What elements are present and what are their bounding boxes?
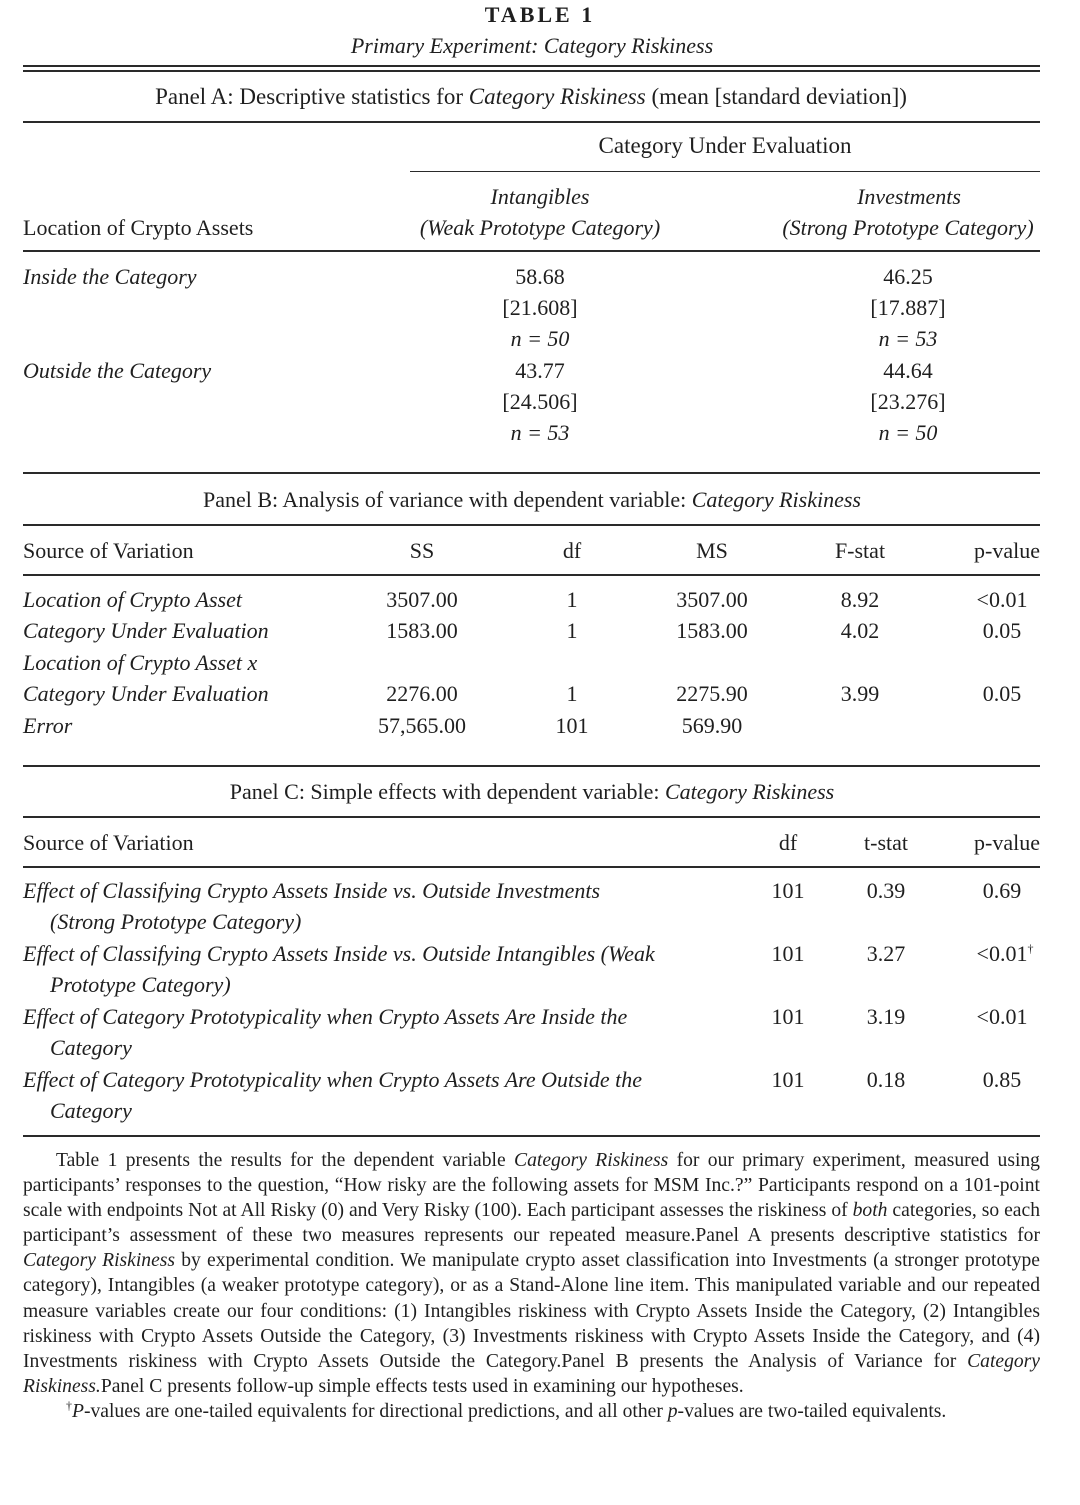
cell-n: n = 50 [510, 326, 570, 351]
table-bottom-rule [23, 1135, 1040, 1137]
cell-mean: 58.68 [515, 264, 565, 289]
table-row-label: Effect of Classifying Crypto Assets Inside vs. Outside Intangibles (Weak [23, 941, 655, 966]
table-row-label: Effect of Classifying Crypto Assets Inside vs. Outside Investments [23, 878, 601, 903]
table-caption: Primary Experiment: Category Riskiness [350, 33, 714, 58]
panel-b-header-source: Source of Variation [23, 538, 194, 563]
table-label: TABLE 1 [484, 2, 596, 27]
notes-paragraph: Table 1 presents the results for the dependent variable Category Riskiness for our primary experiment, measured using participants’ responses to the question, “How risky are the following assets for MSM Inc.?” Participants respond on a 101-point scale with endpoints Not at All Risky (0) and Very Risky (100). Each participant assesses the riskiness of both categories, so each participant’s assessment of these two measures represents our repeated measure.Panel A presents descriptive statistics for Category Riskiness by experimental condition. We manipulate crypto asset classification into Investments (a stronger prototype category), Intangibles (a weaker prototype category), or as a Stand-Alone line item. This manipulated variable and our repeated measure variables create our four conditions: (1) Intangibles riskiness with Crypto Assets Inside the Category, (2) Intangibles riskiness with Crypto Assets Outside the Category, (3) Investments riskiness with Crypto Assets Inside the Category, and (4) Investments riskiness with Crypto Assets Outside the Category.Panel B presents the Analysis of Variance for Category Riskiness.Panel C presents follow-up simple effects tests used in examining our hypotheses. [23, 1150, 1040, 1397]
cell-df: 101 [771, 1067, 805, 1092]
cell-df: 1 [566, 681, 578, 706]
row-header-location: Location of Crypto Assets [23, 215, 254, 240]
cell-n: n = 53 [510, 420, 570, 445]
cell-tstat: 0.39 [866, 878, 906, 903]
cell-sd: [23.276] [870, 389, 946, 414]
cell-df: 101 [771, 878, 805, 903]
cell-ss: 2276.00 [386, 681, 458, 706]
panel-b-header-ss: SS [409, 538, 435, 563]
panel-b-header-ms: MS [696, 538, 728, 563]
panel-b-title-rule [23, 524, 1040, 526]
cell-ms: 3507.00 [676, 587, 748, 612]
panel-b-header-pvalue: p-value [974, 538, 1040, 563]
cell-n: n = 50 [878, 420, 938, 445]
cell-pvalue: 0.69 [982, 878, 1022, 903]
table-row-label-cont: (Strong Prototype Category) [50, 909, 302, 934]
panel-a-header-rule [23, 250, 1040, 252]
cell-ss: 3507.00 [386, 587, 458, 612]
panel-c-header-rule [23, 866, 1040, 868]
cell-tstat: 0.18 [866, 1067, 906, 1092]
cell-pvalue: 0.85 [982, 1067, 1022, 1092]
cell-tstat: 3.27 [866, 941, 906, 966]
panel-b-header-df: df [562, 538, 582, 563]
panel-a-bottom-rule [23, 472, 1040, 474]
top-double-rule-1 [23, 65, 1040, 67]
cell-pvalue: <0.01 [976, 587, 1028, 612]
cell-ms: 2275.90 [676, 681, 748, 706]
col-investments-label: Investments [857, 184, 961, 209]
table-row-label: Effect of Category Prototypicality when Crypto Assets Are Inside the [23, 1004, 628, 1029]
table-row-label-cont: Category [50, 1035, 132, 1060]
panel-b-title: Panel B: Analysis of variance with dependent variable: Category Riskiness [202, 487, 861, 512]
table-row-label: Category Under Evaluation [23, 681, 269, 706]
cell-mean: 43.77 [515, 358, 565, 383]
cell-ss: 1583.00 [386, 618, 458, 643]
col-investments-sublabel: (Strong Prototype Category) [782, 215, 1034, 240]
panel-b-header-rule [23, 574, 1040, 576]
panel-b-header-fstat: F-stat [834, 538, 886, 563]
spanner-rule [410, 171, 1040, 172]
cell-pvalue: <0.01 [976, 1004, 1028, 1029]
cell-n: n = 53 [878, 326, 938, 351]
cell-tstat: 3.19 [866, 1004, 906, 1029]
table-notes [23, 1148, 1040, 1424]
cell-fstat: 3.99 [840, 681, 880, 706]
panel-c-header-pvalue: p-value [974, 830, 1040, 855]
cell-df: 1 [566, 618, 578, 643]
table-row-label: Location of Crypto Asset [23, 587, 242, 612]
cell-df: 101 [555, 713, 589, 738]
footnote: †P-values are one-tailed equivalents for directional predictions, and all other p-values are two-tailed equivalents. [66, 1398, 947, 1422]
row-outside-label: Outside the Category [23, 358, 212, 383]
cell-pvalue: 0.05 [982, 618, 1022, 643]
cell-sd: [21.608] [502, 295, 578, 320]
panel-c-title-rule [23, 816, 1040, 818]
cell-sd: [24.506] [502, 389, 578, 414]
cell-df: 101 [771, 1004, 805, 1029]
cell-ms: 569.90 [681, 713, 743, 738]
table-row-label: Location of Crypto Asset x [23, 650, 258, 675]
col-intangibles-sublabel: (Weak Prototype Category) [419, 215, 661, 240]
cell-sd: [17.887] [870, 295, 946, 320]
cell-fstat: 4.02 [840, 618, 880, 643]
table-row-label-cont: Category [50, 1098, 132, 1123]
panel-c-title: Panel C: Simple effects with dependent variable: Category Riskiness [229, 779, 835, 804]
cell-ms: 1583.00 [676, 618, 748, 643]
panel-a-title: Panel A: Descriptive statistics for Category Riskiness (mean [standard deviation]) [155, 84, 907, 109]
cell-df: 101 [771, 941, 805, 966]
dagger-mark: † [1027, 941, 1034, 956]
panel-a-title-rule [23, 121, 1040, 123]
panel-b-bottom-rule [23, 765, 1040, 767]
cell-mean: 46.25 [883, 264, 933, 289]
cell-ss: 57,565.00 [378, 713, 466, 738]
cell-mean: 44.64 [883, 358, 933, 383]
table-row-label: Category Under Evaluation [23, 618, 269, 643]
cell-pvalue: <0.01† [976, 941, 1034, 966]
panel-c-header-df: df [778, 830, 798, 855]
top-double-rule-2 [23, 70, 1040, 72]
panel-a-spanner: Category Under Evaluation [598, 133, 852, 158]
cell-pvalue: 0.05 [982, 681, 1022, 706]
panel-c-header-source: Source of Variation [23, 830, 194, 855]
table-row-label-cont: Prototype Category) [50, 972, 231, 997]
col-intangibles-label: Intangibles [490, 184, 590, 209]
panel-c-header-tstat: t-stat [864, 830, 908, 855]
cell-df: 1 [566, 587, 578, 612]
table-row-label: Effect of Category Prototypicality when Crypto Assets Are Outside the [23, 1067, 642, 1092]
cell-fstat: 8.92 [840, 587, 880, 612]
table-row-label: Error [23, 713, 73, 738]
row-inside-label: Inside the Category [23, 264, 197, 289]
